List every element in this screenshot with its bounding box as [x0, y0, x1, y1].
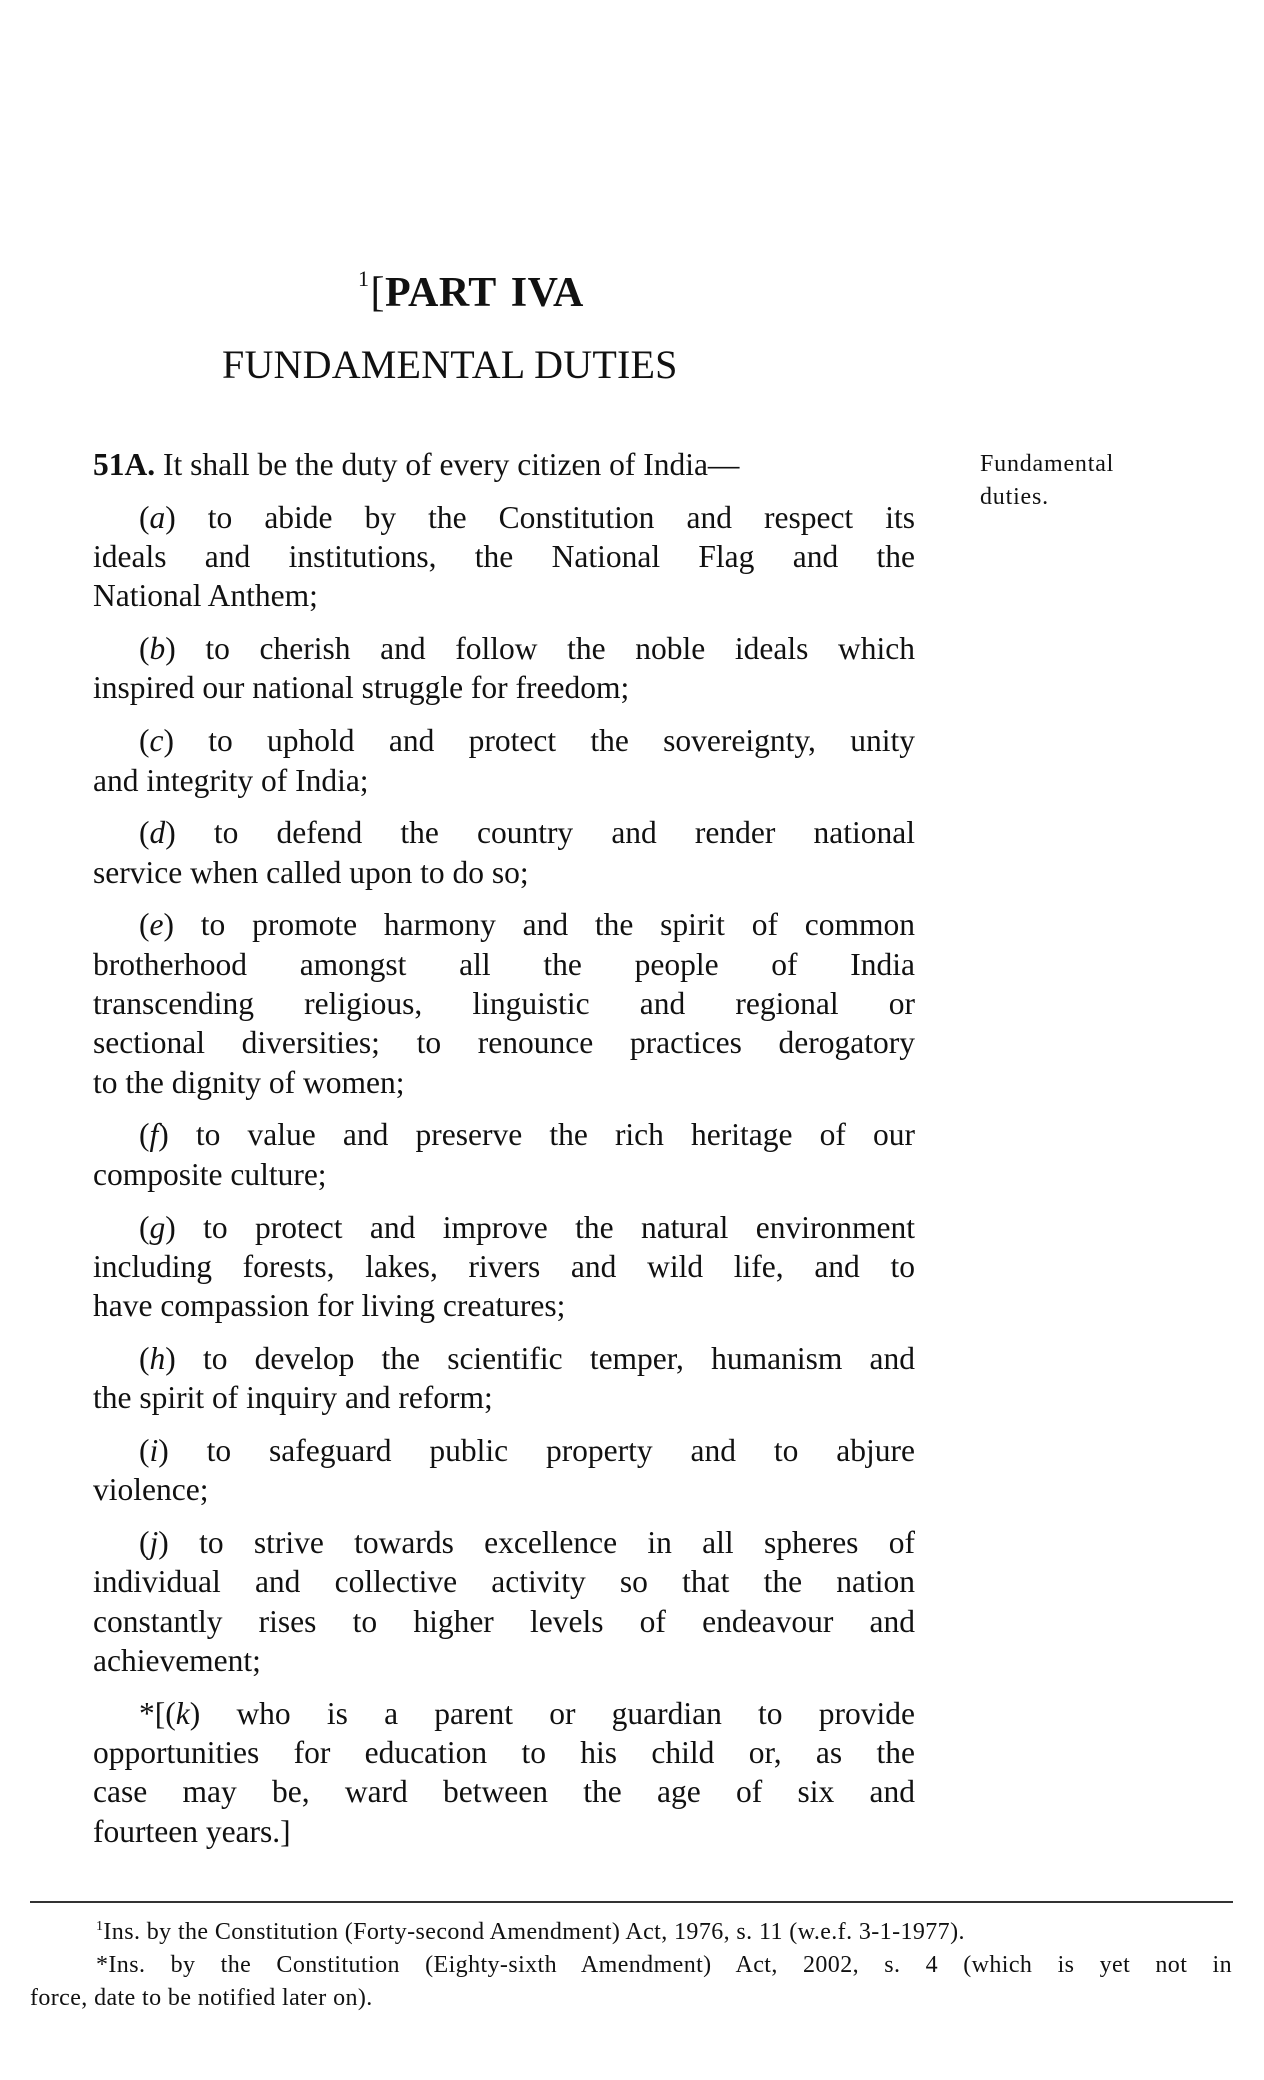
- clause-line: [93, 1155, 915, 1194]
- footnote-text: Ins. by the Constitution (Eighty-sixth Amendment) Act, 2002, s. 4 (which is yet not in: [108, 1952, 1232, 1978]
- footnotes: [30, 1916, 1232, 2015]
- clause-line: [93, 1523, 915, 1562]
- part-word: PART: [385, 270, 497, 316]
- clause-line: [93, 1812, 915, 1851]
- clause-k: [93, 1694, 915, 1851]
- clause-line: [93, 1562, 915, 1601]
- clause-line: [93, 1286, 915, 1325]
- clause-text: the spirit of inquiry and reform;: [93, 1380, 493, 1416]
- clause-c: [93, 721, 915, 800]
- clause-label: (k): [165, 1695, 237, 1731]
- margin-note: [980, 448, 1180, 514]
- clause-e: [93, 905, 915, 1101]
- clause-text: to promote harmony and the spirit of common: [200, 907, 915, 943]
- clause-letter: e: [149, 907, 164, 943]
- clause-line: [93, 629, 915, 668]
- clause-text: to value and preserve the rich heritage of our: [195, 1117, 915, 1153]
- clause-line: [93, 813, 915, 852]
- clause-text: achievement;: [93, 1643, 261, 1679]
- part-number: IVA: [510, 270, 584, 316]
- clause-text: including forests, lakes, rivers and wild life, and to: [93, 1248, 915, 1284]
- clause-letter: b: [149, 631, 166, 667]
- article-intro-line: [93, 445, 915, 484]
- clause-j: [93, 1523, 915, 1680]
- insertion-marker: *[: [139, 1695, 166, 1731]
- clause-label: (d): [139, 815, 214, 851]
- clause-text: to abide by the Constitution and respect its: [207, 499, 915, 535]
- clause-label: (h): [139, 1340, 203, 1376]
- clause-line: [93, 1431, 915, 1470]
- clause-text: constantly rises to higher levels of endeavour and: [93, 1603, 915, 1639]
- clause-line: [93, 984, 915, 1023]
- clause-text: transcending religious, linguistic and regional or: [93, 986, 915, 1022]
- clause-line: [93, 668, 915, 707]
- clause-text: violence;: [93, 1472, 209, 1508]
- clause-label: (g): [139, 1209, 204, 1245]
- clause-line: [93, 1602, 915, 1641]
- clause-letter: h: [149, 1340, 166, 1376]
- clause-text: brotherhood amongst all the people of India: [93, 946, 915, 982]
- clause-text: to strive towards excellence in all spheres of: [199, 1525, 915, 1561]
- clause-label: (i): [139, 1433, 207, 1469]
- clause-letter: d: [149, 815, 166, 851]
- clause-line: [93, 1641, 915, 1680]
- clause-line: [93, 498, 915, 537]
- clause-label: (f): [139, 1117, 196, 1153]
- clause-line: [93, 761, 915, 800]
- clause-letter: c: [149, 723, 164, 759]
- clause-label: (j): [139, 1525, 200, 1561]
- clause-line: [93, 576, 915, 615]
- clause-g: [93, 1208, 915, 1326]
- margin-note-line: Fundamental: [980, 451, 1115, 477]
- clause-letter: k: [175, 1695, 190, 1731]
- footnote-2: [30, 1949, 1232, 1982]
- clause-text: to cherish and follow the noble ideals which: [205, 631, 915, 667]
- clause-label: (e): [139, 907, 201, 943]
- clause-text: sectional diversities; to renounce practices derogatory: [93, 1025, 915, 1061]
- margin-note-line: duties.: [980, 484, 1049, 510]
- clause-line: [93, 905, 915, 944]
- clause-letter: f: [149, 1117, 159, 1153]
- clause-text: ideals and institutions, the National Flag and the: [93, 539, 915, 575]
- clause-label: (b): [139, 631, 206, 667]
- clause-text: and integrity of India;: [93, 762, 369, 798]
- clause-text: fourteen years.]: [93, 1813, 291, 1849]
- clause-line: [93, 1063, 915, 1102]
- clause-text: National Anthem;: [93, 578, 318, 614]
- clause-line: [93, 1470, 915, 1509]
- clause-text: to uphold and protect the sovereignty, unity: [208, 723, 915, 759]
- clause-text: to defend the country and render national: [213, 815, 915, 851]
- clause-text: case may be, ward between the age of six and: [93, 1774, 915, 1810]
- clause-line: [93, 1378, 915, 1417]
- clause-line: [93, 1339, 915, 1378]
- clause-text: have compassion for living creatures;: [93, 1288, 566, 1324]
- clause-text: to the dignity of women;: [93, 1064, 405, 1100]
- clause-line: [93, 537, 915, 576]
- clause-text: composite culture;: [93, 1156, 327, 1192]
- clause-letter: a: [149, 499, 166, 535]
- clause-line: [93, 945, 915, 984]
- footnote-2-continuation: force, date to be notified later on).: [30, 1985, 373, 2011]
- clause-f: [93, 1115, 915, 1194]
- article-intro-text: It shall be the duty of every citizen of India—: [163, 447, 740, 482]
- clause-text: who is a parent or guardian to provide: [236, 1695, 915, 1731]
- clause-text: to protect and improve the natural environment: [203, 1209, 915, 1245]
- clause-b: [93, 629, 915, 708]
- article-number: 51A.: [93, 447, 156, 482]
- clause-label: (c): [139, 723, 209, 759]
- clause-line: [93, 1208, 915, 1247]
- article-intro: [93, 445, 915, 484]
- clause-text: opportunities for education to his child or, as the: [93, 1735, 915, 1771]
- clause-text: to develop the scientific temper, humanism and: [202, 1340, 915, 1376]
- clause-list: [93, 498, 915, 1851]
- clause-label: (a): [139, 499, 208, 535]
- clause-line: [93, 1115, 915, 1154]
- article-body: [93, 445, 915, 1865]
- clause-line: [93, 1023, 915, 1062]
- clause-line: [93, 1247, 915, 1286]
- clause-line: [93, 721, 915, 760]
- clause-d: [93, 813, 915, 892]
- footnote-divider: [30, 1901, 1233, 1903]
- clause-line: [93, 1694, 915, 1733]
- clause-text: inspired our national struggle for freedom;: [93, 670, 630, 706]
- section-title: FUNDAMENTAL DUTIES: [222, 342, 678, 387]
- clause-line: [93, 853, 915, 892]
- clause-letter: j: [149, 1525, 159, 1561]
- footnote-marker: *: [96, 1952, 109, 1978]
- clause-letter: i: [149, 1433, 159, 1469]
- clause-line: [93, 1772, 915, 1811]
- heading-open-bracket: [: [370, 270, 385, 316]
- footnote-marker: 1: [96, 1919, 104, 1934]
- clause-a: [93, 498, 915, 616]
- footnote-1: [30, 1916, 1232, 1949]
- part-heading: [358, 268, 584, 318]
- clause-i: [93, 1431, 915, 1510]
- clause-text: individual and collective activity so that the nation: [93, 1564, 915, 1600]
- heading-footnote-marker: 1: [358, 266, 370, 291]
- clause-text: service when called upon to do so;: [93, 854, 529, 890]
- clause-line: [93, 1733, 915, 1772]
- clause-text: to safeguard public property and to abjure: [206, 1433, 915, 1469]
- clause-h: [93, 1339, 915, 1418]
- clause-letter: g: [149, 1209, 166, 1245]
- footnote-text: Ins. by the Constitution (Forty-second Amendment) Act, 1976, s. 11 (w.e.f. 3-1-1977).: [103, 1919, 965, 1945]
